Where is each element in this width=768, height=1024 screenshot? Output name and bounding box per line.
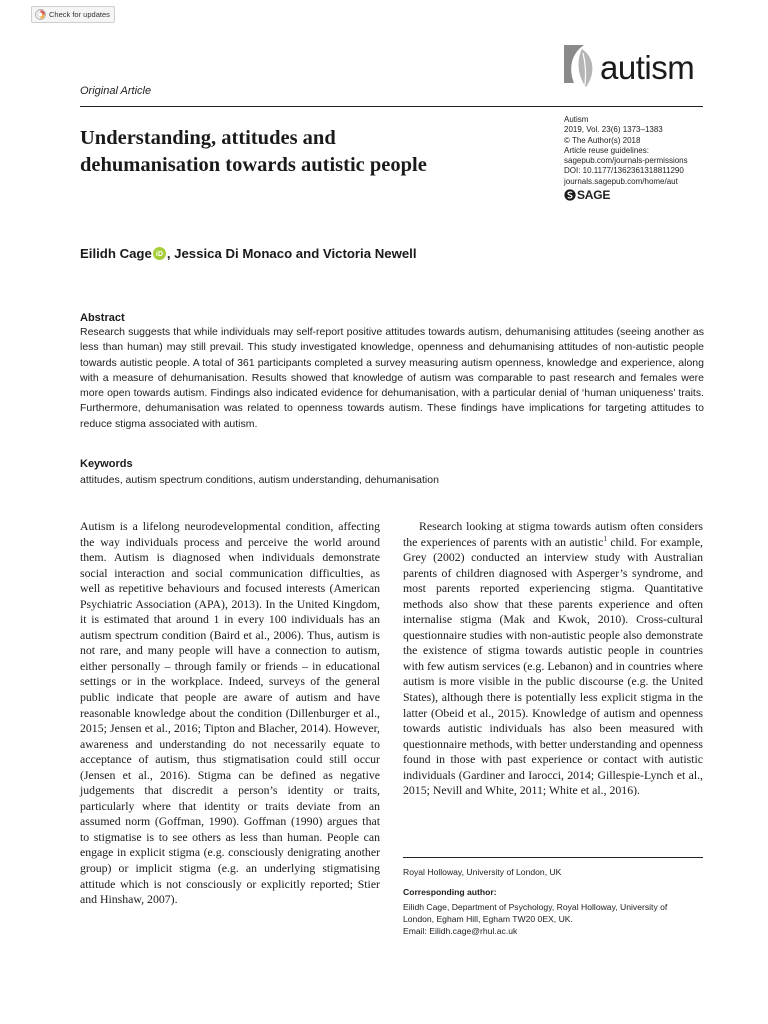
article-title: Understanding, attitudes and dehumanisation towards autistic people <box>80 127 427 176</box>
crossmark-icon <box>35 9 46 20</box>
corresponding-author-line: Eilidh Cage, Department of Psychology, Royal Holloway, University of <box>403 902 668 912</box>
abstract-heading: Abstract <box>80 312 125 324</box>
sage-s-icon <box>564 189 576 201</box>
publisher-name: SAGE <box>577 187 611 202</box>
body-column-left: Autism is a lifelong neurodevelopmental condition, affecting the way individuals process and perceive the world around them. Autism is diagnosed when individuals demonstrate social interaction and social communication difficulties, as well as repetitive behaviours and focused interests (American Psychiatric Association (APA), 2013). In the United Kingdom, it is estimated that around 1 in every 100 individuals has an autism spectrum condition (Baird et al., 2006). Thus, autism is not rare, and many people will have a connection to autism, either personally – through family or friends – in educational settings or in the workplace. Indeed, surveys of the general public indicate that people are aware of autism and have reasonable knowledge about the condition (Dillenburger et al., 2015; Jensen et al., 2016; Tipton and Blacher, 2014). However, awareness and understanding do not necessarily equate to acceptance of autism, thus stigmatisation could still occur (Jensen et al., 2016). Stigma can be defined as negative judgements that discredit a person’s identity or traits, particularly where that identity or traits deviate from an assumed norm (Goffman, 1990). Goffman (1990) argues that to stigmatise is to see others as less than human. People can engage in explicit stigma (e.g. consciously denigrating another group) or implicit stigma (e.g. an underlying stigmatising attitude which is not consciously or explicitly reported; Stier and Hinshaw, 2007). <box>80 519 380 907</box>
journal-meta <box>564 115 714 201</box>
check-for-updates-button[interactable] <box>31 6 115 23</box>
corresponding-author-heading: Corresponding author: <box>403 887 497 897</box>
article-type: Original Article <box>80 85 152 97</box>
journal-homepage-link[interactable]: journals.sagepub.com/home/aut <box>564 176 678 186</box>
keywords-text: attitudes, autism spectrum conditions, autism understanding, dehumanisation <box>80 474 439 486</box>
keywords-heading: Keywords <box>80 458 133 470</box>
corresponding-author-details <box>403 901 703 937</box>
body-right-part-2: child. For example, Grey (2002) conducted an interview study with Australian parents of children diagnosed with Asperger’s syndrome, and most parents reported experiencing stigma. Quantitative methods also show that these parents experience and often internalise stigma (Mak and Kwok, 2010). Cross-cultural questionnaire studies with non-autistic people also demonstrate the existence of stigma towards autistic people in countries with few autism services (e.g. Lebanon) and in countries where autism is more visible in the public discourse (e.g. the United States), although there is potentially less explicit stigma in the latter (Obeid et al., 2015). Knowledge of autism and openness towards autistic individuals has also been measured with questionnaire methods, with better understanding and openness found in those with past experience or contact with autistic individuals (Gardiner and Iarocci, 2014; Gillespie-Lynch et al., 2015; Nevill and White, 2011; White et al., 2016). <box>403 534 703 798</box>
reuse-guidelines-label: Article reuse guidelines: <box>564 145 649 155</box>
journal-logo[interactable] <box>562 43 707 95</box>
journal-logo-wordmark: autism <box>600 49 695 86</box>
publisher-logo <box>564 189 714 201</box>
journal-volume: 2019, Vol. 23(6) 1373–1383 <box>564 125 663 135</box>
journal-name: Autism <box>564 115 589 124</box>
svg-text:iD: iD <box>155 251 163 259</box>
author-list <box>80 246 417 261</box>
other-authors: , Jessica Di Monaco and Victoria Newell <box>166 246 417 261</box>
check-for-updates-label: Check for updates <box>49 10 110 19</box>
header-divider <box>80 106 703 107</box>
doi-link[interactable]: DOI: 10.1177/1362361318811290 <box>564 166 684 176</box>
corresponding-author-email[interactable]: Email: Eilidh.cage@rhul.ac.uk <box>403 926 518 936</box>
footnote-marker[interactable]: 1 <box>603 534 607 543</box>
body-right-part-1: Research looking at stigma towards autism often considers the experiences of parents with an autistic <box>403 519 703 549</box>
orcid-icon[interactable] <box>153 247 166 260</box>
body-column-right <box>403 519 703 799</box>
abstract-text: Research suggests that while individuals may self-report positive attitudes towards autism, dehumanising attitudes (seeing another as less than human) may still prevail. This study investigated knowledge, openness and dehumanising attitudes of non-autistic people towards autistic people. A total of 361 participants completed a survey measuring autism openness, knowledge and experience, along with a measure of dehumanisation. Results showed that knowledge of autism was comparable to past research and females were more open towards autism. Findings also indicated evidence for dehumanisation, with a particular denial of ‘human uniqueness’ traits. Furthermore, dehumanisation was related to openness towards autism. These findings have implications for targeting attitudes to reduce stigma associated with autism. <box>80 326 704 430</box>
footnote-divider <box>403 857 703 858</box>
autism-leaf-icon <box>562 43 602 95</box>
first-author: Eilidh Cage <box>80 246 152 261</box>
corresponding-author-address: London, Egham Hill, Egham TW20 0EX, UK. <box>403 914 573 924</box>
journal-copyright: © The Author(s) 2018 <box>564 135 641 145</box>
reuse-guidelines-link[interactable]: sagepub.com/journals-permissions <box>564 156 688 166</box>
affiliation: Royal Holloway, University of London, UK <box>403 867 562 877</box>
